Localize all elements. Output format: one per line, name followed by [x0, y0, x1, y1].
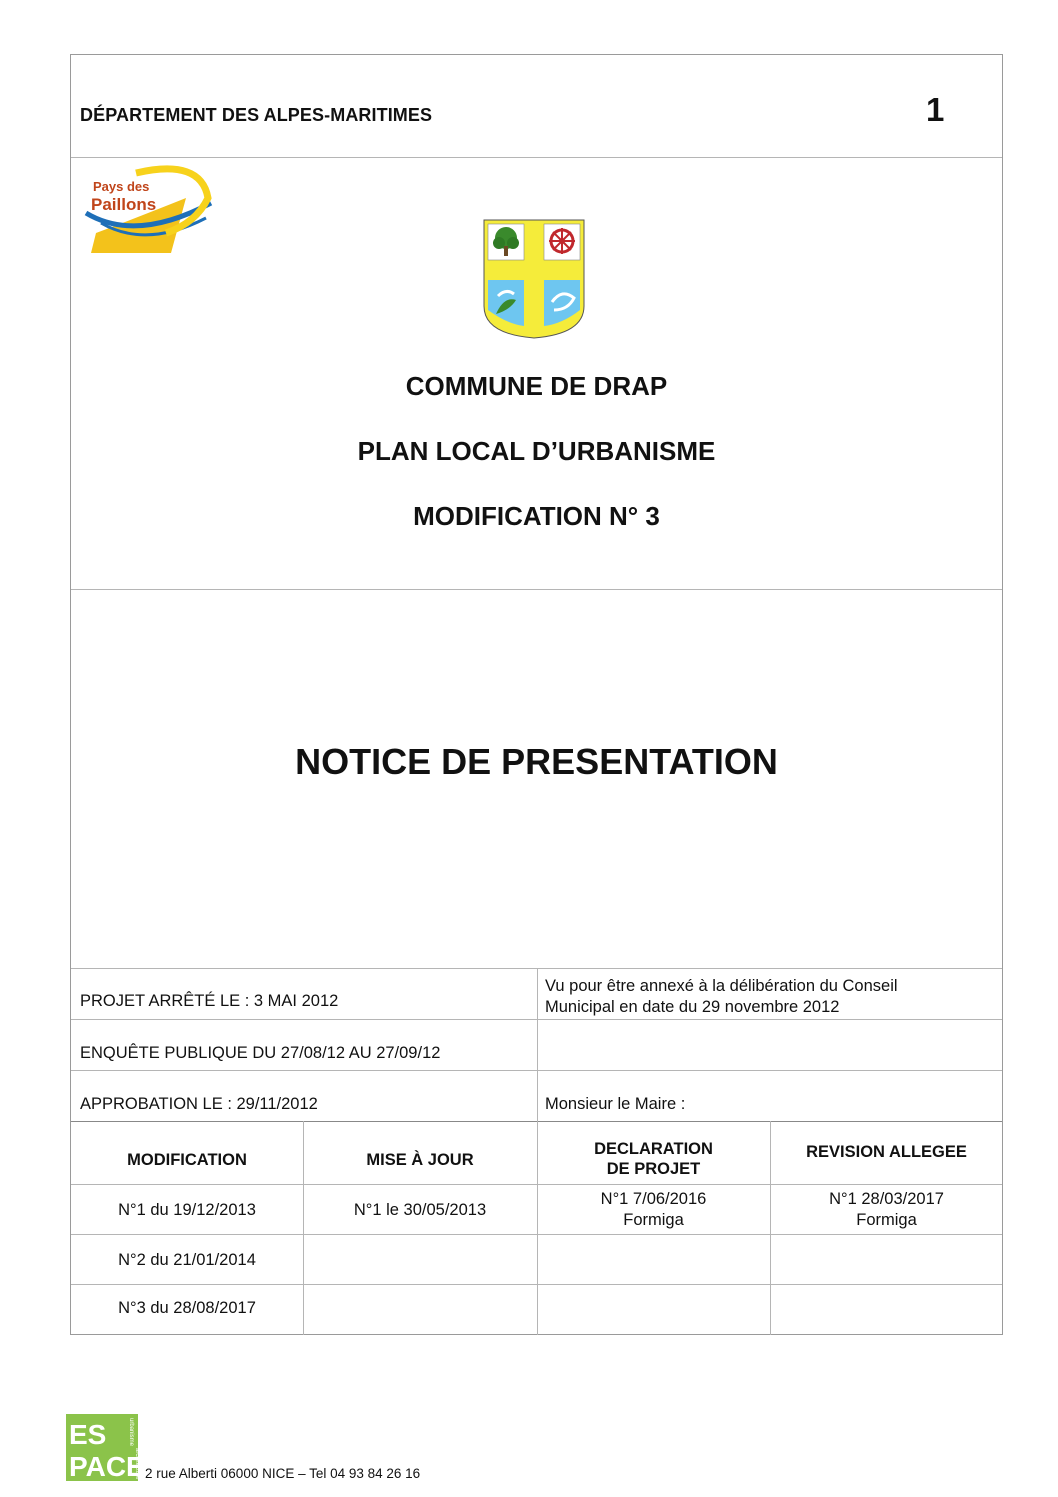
table-cell: N°1 le 30/05/2013: [353, 1201, 487, 1219]
header-declaration-line1: DECLARATION: [594, 1140, 713, 1158]
espace-logo: [66, 1414, 138, 1481]
table-cell: N°1 7/06/2016: [600, 1190, 707, 1208]
maire-text: Monsieur le Maire :: [545, 1095, 686, 1113]
paillons-logo: [76, 163, 214, 255]
enquete-publique-text: ENQUÊTE PUBLIQUE DU 27/08/12 AU 27/09/12: [80, 1044, 441, 1062]
table-cell: N°2 du 21/01/2014: [118, 1251, 256, 1269]
paillons-logo-line1: Pays des: [93, 179, 150, 194]
column-divider: [537, 968, 538, 1122]
projet-arrete-text: PROJET ARRÊTÉ LE : 3 MAI 2012: [80, 992, 339, 1010]
page-number: 1: [926, 91, 945, 128]
coat-of-arms-image: [482, 218, 586, 340]
paillons-logo-line2: Paillons: [91, 195, 157, 214]
approbation-text: APPROBATION LE : 29/11/2012: [80, 1095, 318, 1113]
divider: [71, 1234, 1002, 1235]
table-cell: N°3 du 28/08/2017: [118, 1299, 256, 1317]
divider: [71, 1184, 1002, 1185]
header-revision-allegee: REVISION ALLEGEE: [806, 1143, 967, 1161]
document-frame: [70, 54, 1003, 1335]
divider: [71, 1284, 1002, 1285]
table-cell: N°1 du 19/12/2013: [118, 1201, 256, 1219]
table-cell: N°1 28/03/2017: [829, 1190, 944, 1208]
vu-pour-line1: Vu pour être annexé à la délibération du Conseil: [545, 977, 898, 995]
header-declaration-line2: DE PROJET: [606, 1160, 701, 1178]
svg-text:urbanisme: urbanisme: [128, 1418, 134, 1447]
svg-text:PACE: PACE: [69, 1451, 138, 1481]
header-modification: MODIFICATION: [127, 1151, 247, 1169]
svg-text:architecture: architecture: [134, 1448, 138, 1480]
divider: [71, 1070, 1002, 1071]
table-cell: Formiga: [623, 1211, 684, 1229]
commune-title: COMMUNE DE DRAP: [405, 371, 668, 401]
notice-title: NOTICE DE PRESENTATION: [295, 741, 778, 782]
divider: [71, 589, 1002, 590]
header-mise-a-jour: MISE À JOUR: [366, 1151, 474, 1169]
svg-text:ES: ES: [69, 1419, 107, 1450]
plan-title: PLAN LOCAL D’URBANISME: [357, 436, 716, 466]
table-cell: Formiga: [856, 1211, 917, 1229]
divider: [71, 157, 1002, 158]
department-heading: DÉPARTEMENT DES ALPES-MARITIMES: [80, 105, 433, 125]
footer-address: 2 rue Alberti 06000 NICE – Tel 04 93 84 26 16: [145, 1466, 421, 1481]
divider: [71, 1019, 1002, 1020]
modification-title: MODIFICATION N° 3: [413, 501, 660, 531]
vu-pour-line2: Municipal en date du 29 novembre 2012: [545, 998, 840, 1016]
